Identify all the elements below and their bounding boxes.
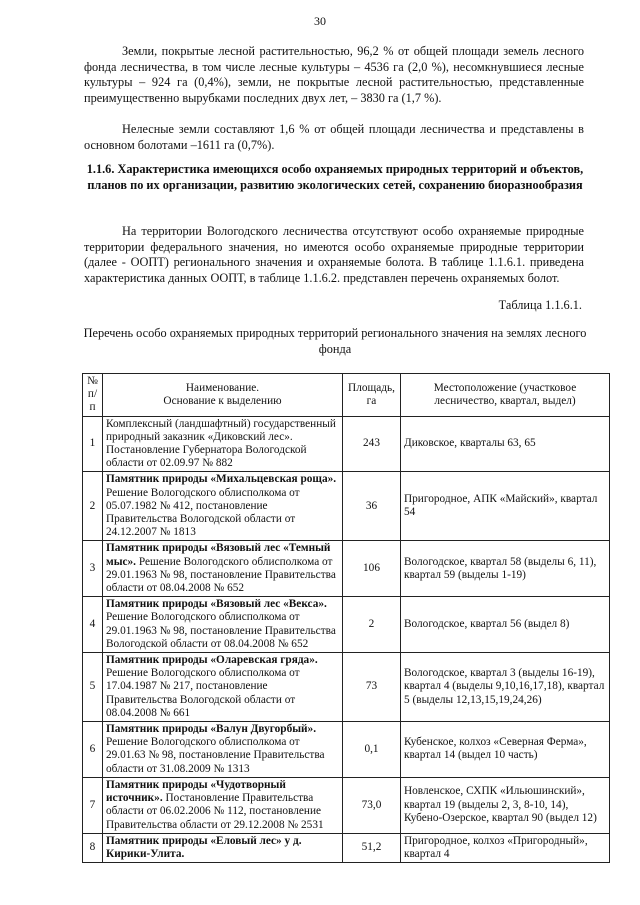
row-area: 36 bbox=[343, 472, 401, 541]
row-title: Памятник природы «Еловый лес» у д. Кирики-Улита. bbox=[106, 834, 302, 860]
row-location: Вологодское, квартал 58 (выделы 6, 11), квартал 59 (выделы 1-19) bbox=[401, 541, 610, 597]
row-basis: Решение Вологодского облисполкома от 29.01.1963 № 98, постановление Правительства Вологодской области от 08.04.2008 № 652 bbox=[106, 611, 336, 650]
row-area: 73,0 bbox=[343, 777, 401, 833]
row-name bbox=[103, 541, 343, 597]
row-basis: Решение Вологодского облисполкома от 29.01.63 № 98, постановление Правительства области от 31.08.2009 № 1313 bbox=[106, 736, 325, 775]
row-basis: Постановление Правительства области от 06.02.2006 № 112, постановление Правительства области от 29.12.2008 № 2531 bbox=[106, 792, 324, 831]
row-name bbox=[103, 833, 343, 862]
paragraph-nonforest-lands: Нелесные земли составляют 1,6 % от общей площади лесничества и представлены в основном болотами –1611 га (0,7%). bbox=[84, 122, 584, 152]
row-num: 6 bbox=[83, 722, 103, 778]
table-row bbox=[83, 833, 610, 862]
table-row bbox=[83, 472, 610, 541]
row-num: 5 bbox=[83, 653, 103, 722]
header-name-line2: Основание к выделению bbox=[163, 394, 282, 407]
row-area: 0,1 bbox=[343, 722, 401, 778]
row-area: 2 bbox=[343, 597, 401, 653]
table-header-row bbox=[83, 374, 610, 417]
row-name bbox=[103, 777, 343, 833]
row-basis: Решение Вологодского облисполкома от 29.01.1963 № 98, постановление Правительства области от 08.04.2008 № 652 bbox=[106, 555, 336, 595]
row-location: Вологодское, квартал 56 (выдел 8) bbox=[401, 597, 610, 653]
row-num: 2 bbox=[83, 472, 103, 541]
header-name bbox=[103, 374, 343, 417]
header-location: Местоположение (участковое лесничество, квартал, выдел) bbox=[401, 374, 610, 417]
row-name bbox=[103, 653, 343, 722]
table-row bbox=[83, 541, 610, 597]
header-num: № п/п bbox=[83, 374, 103, 417]
row-name bbox=[103, 416, 343, 472]
row-location: Пригородное, АПК «Майский», квартал 54 bbox=[401, 472, 610, 541]
table-row bbox=[83, 416, 610, 472]
page-number: 30 bbox=[314, 14, 326, 28]
table-row bbox=[83, 597, 610, 653]
row-name bbox=[103, 597, 343, 653]
row-location: Новленское, СХПК «Ильюшинский», квартал 19 (выделы 2, 3, 8-10, 14), Кубено-Озерское, квартал 90 (выдел 12) bbox=[401, 777, 610, 833]
row-basis: Решение Вологодского облисполкома от 17.04.1987 № 217, постановление Правительства Вологодской области от 08.04.2008 № 661 bbox=[106, 667, 300, 719]
table-row bbox=[83, 722, 610, 778]
table-caption: Перечень особо охраняемых природных территорий регионального значения на землях лесного фонда bbox=[83, 326, 587, 356]
row-title: Памятник природы «Чудотворный источник». bbox=[106, 778, 286, 805]
row-name bbox=[103, 722, 343, 778]
section-heading: 1.1.6. Характеристика имеющихся особо охраняемых природных территорий и объектов, планов по их организации, развитию экологических сетей, сохранению биоразнообразия bbox=[86, 162, 584, 192]
row-basis: Комплексный (ландшафтный) государственный природный заказник «Диковский лес». Постановление Губернатора Вологодской области от 02.09.97 № 882 bbox=[106, 417, 336, 470]
row-location: Диковское, кварталы 63, 65 bbox=[401, 416, 610, 472]
row-title: Памятник природы «Оларевская гряда». bbox=[106, 654, 318, 667]
paragraph-forest-lands: Земли, покрытые лесной растительностью, 96,2 % от общей площади земель лесного фонда лесничества, в том числе лесные культуры – 4536 га (2,0 %), несомкнувшиеся лесные культуры – 924 га (0,4%), земли, не покрытые лесной растительностью, представленные преимущественно вырубками последних двух лет, – 3830 га (1,7 %). bbox=[84, 44, 584, 105]
row-area: 73 bbox=[343, 653, 401, 722]
row-location: Кубенское, колхоз «Северная Ферма», квартал 14 (выдел 10 часть) bbox=[401, 722, 610, 778]
table-row bbox=[83, 653, 610, 722]
oopt-table bbox=[82, 373, 610, 863]
row-title: Памятник природы «Михальцевская роща». bbox=[106, 473, 337, 486]
table-row bbox=[83, 777, 610, 833]
header-name-line1: Наименование. bbox=[185, 381, 260, 394]
row-num: 8 bbox=[83, 833, 103, 862]
header-area: Площадь, га bbox=[343, 374, 401, 417]
row-location: Вологодское, квартал 3 (выделы 16-19), квартал 4 (выделы 9,10,16,17,18), квартал 5 (выделы 12,13,15,19,24,26) bbox=[401, 653, 610, 722]
row-name bbox=[103, 472, 343, 541]
row-num: 7 bbox=[83, 777, 103, 833]
row-area: 106 bbox=[343, 541, 401, 597]
row-num: 3 bbox=[83, 541, 103, 597]
row-title: Памятник природы «Вязовый лес «Темный мыс». bbox=[106, 542, 331, 568]
row-num: 4 bbox=[83, 597, 103, 653]
row-location: Пригородное, колхоз «Пригородный», квартал 4 bbox=[401, 833, 610, 862]
row-title: Памятник природы «Вязовый лес «Векса». bbox=[106, 598, 327, 611]
row-basis: Решение Вологодского облисполкома от 05.07.1982 № 412, постановление Правительства Вологодской области от 24.12.2007 № 1813 bbox=[106, 486, 300, 539]
table-label: Таблица 1.1.6.1. bbox=[498, 298, 582, 312]
row-num: 1 bbox=[83, 416, 103, 472]
paragraph-oopt-intro: На территории Вологодского лесничества отсутствуют особо охраняемые природные территории федерального значения, но имеются особо охраняемые природные территории (далее - ООПТ) регионального значения и охраняемые болота. В таблице 1.1.6.1. приведена характеристика данных ООПТ, в таблице 1.1.6.2. представлен перечень охраняемых болот. bbox=[84, 224, 584, 285]
row-title: Памятник природы «Валун Двугорбый». bbox=[106, 723, 317, 736]
row-area: 51,2 bbox=[343, 833, 401, 862]
row-area: 243 bbox=[343, 416, 401, 472]
